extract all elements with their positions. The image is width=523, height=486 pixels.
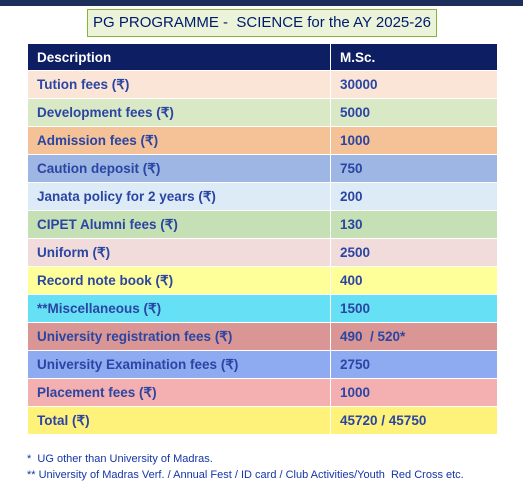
fee-description: Admission fees (₹) bbox=[28, 127, 331, 155]
fee-description: Record note book (₹) bbox=[28, 267, 331, 295]
table-row bbox=[28, 183, 498, 211]
footnotes bbox=[27, 451, 464, 483]
column-header-msc: M.Sc. bbox=[331, 44, 498, 71]
footnote-ug: * UG other than University of Madras. bbox=[27, 453, 213, 465]
table-row bbox=[28, 127, 498, 155]
fee-value: 750 bbox=[331, 155, 498, 183]
table-row bbox=[28, 211, 498, 239]
table-row bbox=[28, 155, 498, 183]
table-row bbox=[28, 379, 498, 407]
fee-value: 30000 bbox=[331, 71, 498, 99]
fee-value: 200 bbox=[331, 183, 498, 211]
table-row bbox=[28, 267, 498, 295]
fee-description: University registration fees (₹) bbox=[28, 323, 331, 351]
table-row bbox=[28, 99, 498, 127]
column-header-description: Description bbox=[28, 44, 331, 71]
fee-description: CIPET Alumni fees (₹) bbox=[28, 211, 331, 239]
fee-description: Tution fees (₹) bbox=[28, 71, 331, 99]
fee-value: 1500 bbox=[331, 295, 498, 323]
fee-description: University Examination fees (₹) bbox=[28, 351, 331, 379]
fee-description: Development fees (₹) bbox=[28, 99, 331, 127]
fee-value: 1000 bbox=[331, 379, 498, 407]
table-row bbox=[28, 71, 498, 99]
total-label: Total (₹) bbox=[28, 407, 331, 435]
table-row bbox=[28, 239, 498, 267]
fee-value: 1000 bbox=[331, 127, 498, 155]
table-header-row bbox=[28, 44, 498, 71]
fee-description: Placement fees (₹) bbox=[28, 379, 331, 407]
fee-value: 2500 bbox=[331, 239, 498, 267]
top-border bbox=[0, 0, 523, 6]
fee-value: 130 bbox=[331, 211, 498, 239]
fee-description: Caution deposit (₹) bbox=[28, 155, 331, 183]
total-row bbox=[28, 407, 498, 435]
fee-description: Janata policy for 2 years (₹) bbox=[28, 183, 331, 211]
table-row bbox=[28, 295, 498, 323]
total-value: 45720 / 45750 bbox=[331, 407, 498, 435]
fee-value: 5000 bbox=[331, 99, 498, 127]
fee-value: 490 / 520* bbox=[331, 323, 498, 351]
fee-description: Uniform (₹) bbox=[28, 239, 331, 267]
fee-description: **Miscellaneous (₹) bbox=[28, 295, 331, 323]
table-row bbox=[28, 323, 498, 351]
fee-value: 400 bbox=[331, 267, 498, 295]
page-title: PG PROGRAMME - SCIENCE for the AY 2025-26 bbox=[87, 9, 437, 37]
fee-value: 2750 bbox=[331, 351, 498, 379]
fee-table bbox=[27, 43, 498, 435]
footnote-miscellaneous: ** University of Madras Verf. / Annual Fest / ID card / Club Activities/Youth Red Cross etc. bbox=[27, 469, 464, 481]
table-row bbox=[28, 351, 498, 379]
